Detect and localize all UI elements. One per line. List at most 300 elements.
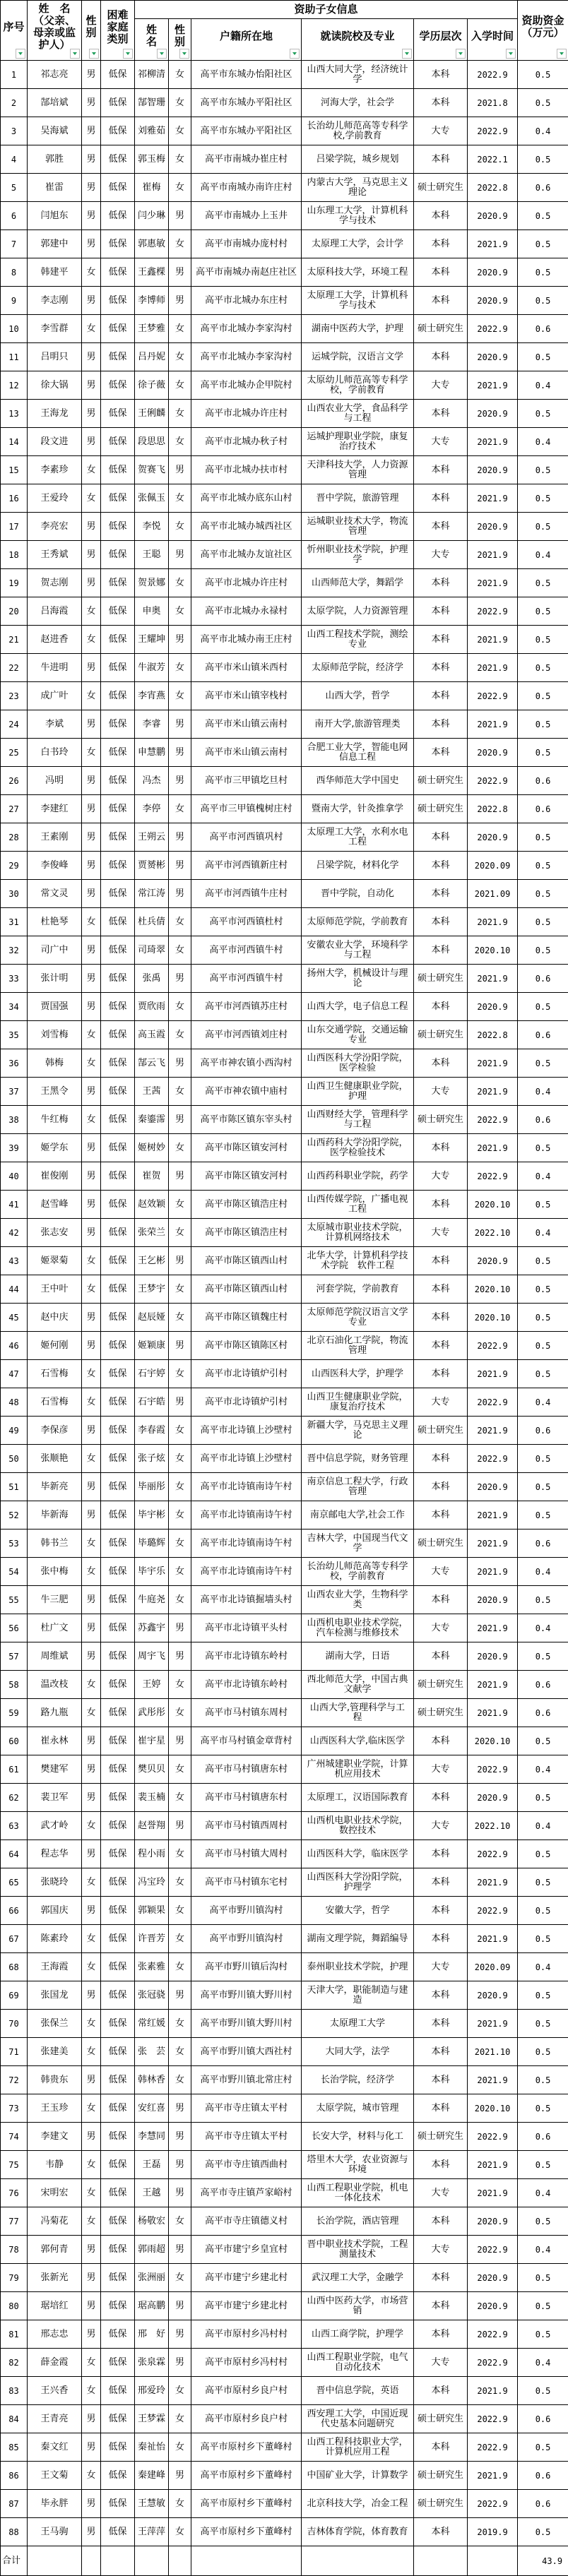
filter-dropdown-icon[interactable] [402, 49, 412, 59]
cell-enroll-date: 2020.09 [468, 1953, 518, 1981]
cell-family-type: 低保 [101, 936, 135, 965]
cell-parent-sex: 女 [82, 1699, 101, 1727]
cell-parent-name: 石雪梅 [28, 1360, 82, 1388]
cell-address: 高平市陈区镇西山村 [191, 1247, 302, 1275]
cell-child-sex: 女 [169, 1671, 191, 1699]
cell-parent-name: 赵进香 [28, 626, 82, 654]
table-row [1, 1642, 568, 1671]
cell-family-type: 低保 [101, 513, 135, 541]
cell-family-type: 低保 [101, 1755, 135, 1784]
cell-level: 本科 [414, 2292, 468, 2320]
cell-parent-name: 牛三肥 [28, 1586, 82, 1614]
cell-parent-name: 王海霞 [28, 1953, 82, 1981]
cell-level: 硕士研究生 [414, 1106, 468, 1134]
filter-dropdown-icon[interactable] [506, 49, 516, 59]
cell-child-sex: 女 [169, 2377, 191, 2405]
cell-parent-sex: 男 [82, 1981, 101, 2010]
cell-family-type: 低保 [101, 2066, 135, 2094]
cell-amount: 0.5 [518, 1304, 568, 1332]
cell-amount: 0.4 [518, 1558, 568, 1586]
cell-parent-name: 石雪梅 [28, 1388, 82, 1417]
cell-parent-sex: 女 [82, 1925, 101, 1953]
cell-school: 晋中学院，自动化 [302, 880, 414, 908]
cell-address: 高平市北诗镇南诗午村 [191, 1530, 302, 1558]
cell-family-type: 低保 [101, 1840, 135, 1868]
filter-dropdown-icon[interactable] [179, 49, 189, 59]
cell-amount: 0.4 [518, 1812, 568, 1840]
cell-family-type: 低保 [101, 2123, 135, 2151]
cell-no: 48 [1, 1388, 28, 1417]
cell-child-sex: 女 [169, 1784, 191, 1812]
cell-address: 高平市北城办东庄村 [191, 287, 302, 315]
filter-dropdown-icon[interactable] [16, 49, 25, 59]
cell-address: 高平市北诗镇南诗午村 [191, 1558, 302, 1586]
cell-child-name: 王婷 [135, 1671, 169, 1699]
cell-amount: 0.4 [518, 1614, 568, 1642]
cell-enroll-date: 2021.09 [468, 880, 518, 908]
cell-parent-name: 王青亮 [28, 2405, 82, 2433]
cell-school: 山西工商学院，护理学 [302, 2320, 414, 2349]
cell-child-name: 王俐麟 [135, 400, 169, 428]
header-label: 性别 [85, 14, 97, 39]
cell-parent-name: 周维斌 [28, 1642, 82, 1671]
cell-level: 硕士研究生 [414, 2123, 468, 2151]
cell-parent-name: 陈素玲 [28, 1925, 82, 1953]
table-row [1, 1473, 568, 1501]
cell-parent-name: 韩梅 [28, 1049, 82, 1078]
cell-enroll-date: 2021.9 [468, 371, 518, 400]
filter-dropdown-icon[interactable] [89, 49, 99, 59]
cell-school: 太原师范学院，经济学 [302, 654, 414, 682]
header-label: 姓 名（父亲、母亲或监护人） [32, 2, 76, 51]
cell-school: 吕梁学院，城乡规划 [302, 145, 414, 174]
cell-school: 晋中信息学院，英语 [302, 2377, 414, 2405]
cell-enroll-date: 2021.9 [468, 484, 518, 513]
cell-no: 50 [1, 1445, 28, 1473]
cell-level: 本科 [414, 2066, 468, 2094]
cell-child-name: 王磊 [135, 2151, 169, 2179]
cell-parent-sex: 男 [82, 1473, 101, 1501]
cell-enroll-date: 2021.9 [468, 569, 518, 597]
cell-amount: 0.5 [518, 2518, 568, 2546]
cell-child-name: 申慧鹏 [135, 739, 169, 767]
cell-enroll-date: 2020.9 [468, 287, 518, 315]
cell-level: 硕士研究生 [414, 767, 468, 795]
cell-family-type: 低保 [101, 2264, 135, 2292]
cell-family-type: 低保 [101, 258, 135, 287]
cell-no: 33 [1, 965, 28, 993]
cell-family-type: 低保 [101, 1360, 135, 1388]
cell-enroll-date: 2020.9 [468, 1981, 518, 2010]
cell-school: 山西卫生健康职业学院，护理 [302, 1078, 414, 1106]
cell-school: 山西医科大学,临床医学 [302, 1727, 414, 1755]
cell-address: 高平市河西镇牛村 [191, 936, 302, 965]
cell-family-type: 低保 [101, 2094, 135, 2123]
cell-child-name: 韩林香 [135, 2066, 169, 2094]
cell-parent-name: 裴卫军 [28, 1784, 82, 1812]
cell-amount: 0.5 [518, 2264, 568, 2292]
cell-parent-sex: 女 [82, 1247, 101, 1275]
cell-parent-sex: 男 [82, 2236, 101, 2264]
cell-child-sex: 女 [169, 1078, 191, 1106]
cell-family-type: 低保 [101, 626, 135, 654]
cell-level: 本科 [414, 484, 468, 513]
cell-amount: 0.5 [518, 456, 568, 484]
cell-child-name: 郭玉梅 [135, 145, 169, 174]
cell-child-sex: 女 [169, 1558, 191, 1586]
cell-address: 高平市寺庄镇德义村 [191, 2207, 302, 2236]
table-row [1, 1755, 568, 1784]
cell-amount: 0.4 [518, 1388, 568, 1417]
cell-child-sex: 男 [169, 541, 191, 569]
cell-amount: 0.5 [518, 61, 568, 89]
cell-amount: 0.5 [518, 654, 568, 682]
cell-school: 忻州职业技术学院，护理学 [302, 541, 414, 569]
cell-amount: 0.5 [518, 597, 568, 626]
cell-address: 高平市原村乡冯村村 [191, 2349, 302, 2377]
cell-child-sex: 女 [169, 1897, 191, 1925]
filter-dropdown-icon[interactable] [123, 49, 133, 59]
cell-level: 本科 [414, 2038, 468, 2066]
cell-enroll-date: 2020.10 [468, 1191, 518, 1219]
cell-child-name: 张冠骁 [135, 1981, 169, 2010]
cell-level: 大专 [414, 1755, 468, 1784]
table-row [1, 654, 568, 682]
cell-address: 高平市北城办许庄村 [191, 400, 302, 428]
cell-no: 30 [1, 880, 28, 908]
cell-level: 本科 [414, 1784, 468, 1812]
cell-enroll-date: 2020.9 [468, 1784, 518, 1812]
cell-parent-name: 徐大锅 [28, 371, 82, 400]
cell-no: 23 [1, 682, 28, 710]
table-row [1, 1191, 568, 1219]
cell-parent-name: 王中叶 [28, 1275, 82, 1304]
table-row [1, 2094, 568, 2123]
cell-address: 高平市马村镇西周村 [191, 1812, 302, 1840]
cell-child-name: 郭雨超 [135, 2236, 169, 2264]
cell-family-type: 低保 [101, 2179, 135, 2207]
cell-amount: 0.5 [518, 569, 568, 597]
table-row [1, 2490, 568, 2518]
cell-school: 新疆大学，马克思主义理论 [302, 1417, 414, 1445]
cell-no: 14 [1, 428, 28, 456]
cell-child-name: 李停 [135, 795, 169, 823]
cell-no: 10 [1, 315, 28, 343]
cell-school: 西北师范大学，中国古典文献学 [302, 1671, 414, 1699]
cell-child-name: 邢 好 [135, 2320, 169, 2349]
cell-level: 大专 [414, 1614, 468, 1642]
cell-parent-sex: 男 [82, 541, 101, 569]
cell-family-type: 低保 [101, 1191, 135, 1219]
cell-amount: 0.6 [518, 1417, 568, 1445]
header-school [302, 19, 414, 61]
cell-child-sex: 男 [169, 1162, 191, 1191]
cell-enroll-date: 2020.9 [468, 343, 518, 371]
cell-no: 35 [1, 1021, 28, 1049]
table-row [1, 1388, 568, 1417]
cell-parent-sex: 女 [82, 2377, 101, 2405]
cell-parent-name: 王秀斌 [28, 541, 82, 569]
cell-school: 长治幼儿师范高等专科学校,学前教育 [302, 117, 414, 145]
cell-enroll-date: 2021.9 [468, 1530, 518, 1558]
table-row [1, 597, 568, 626]
cell-level: 本科 [414, 343, 468, 371]
cell-enroll-date: 2022.9 [468, 1162, 518, 1191]
cell-child-name: 贺赛飞 [135, 456, 169, 484]
cell-level: 本科 [414, 1275, 468, 1304]
cell-enroll-date: 2021.9 [468, 965, 518, 993]
cell-amount: 0.5 [518, 400, 568, 428]
cell-address: 高平市陈区镇安河村 [191, 1134, 302, 1162]
cell-amount: 0.4 [518, 2349, 568, 2377]
cell-parent-name: 成广叶 [28, 682, 82, 710]
cell-child-sex: 女 [169, 1445, 191, 1473]
cell-parent-sex: 女 [82, 1868, 101, 1897]
cell-enroll-date: 2022.9 [468, 2320, 518, 2349]
cell-child-name: 许晋芳 [135, 1925, 169, 1953]
cell-parent-sex: 男 [82, 230, 101, 258]
cell-child-sex: 男 [169, 880, 191, 908]
filter-dropdown-icon[interactable] [70, 49, 80, 59]
cell-no: 40 [1, 1162, 28, 1191]
cell-enroll-date: 2021.9 [468, 1134, 518, 1162]
cell-school: 山西大学,管理科学与工程 [302, 1699, 414, 1727]
cell-address: 高平市原村乡下董峰村 [191, 2433, 302, 2462]
table-row [1, 1699, 568, 1727]
cell-no: 73 [1, 2094, 28, 2123]
header-label: 户籍所在地 [219, 29, 273, 42]
cell-family-type: 低保 [101, 484, 135, 513]
cell-child-name: 申奥 [135, 597, 169, 626]
cell-school: 山西大学，电子信息工程 [302, 993, 414, 1021]
cell-address: 高平市米山镇云南村 [191, 710, 302, 739]
cell-parent-name: 程志华 [28, 1840, 82, 1868]
cell-child-name: 王茜 [135, 1078, 169, 1106]
cell-child-sex: 女 [169, 1925, 191, 1953]
cell-level: 本科 [414, 993, 468, 1021]
cell-child-sex: 男 [169, 739, 191, 767]
table-row [1, 315, 568, 343]
cell-enroll-date: 2022.9 [468, 1840, 518, 1868]
cell-amount: 0.4 [518, 1755, 568, 1784]
header-label: 性别 [174, 23, 185, 48]
cell-amount: 0.5 [518, 739, 568, 767]
cell-child-sex: 女 [169, 1417, 191, 1445]
cell-school: 安徽大学，哲学 [302, 1897, 414, 1925]
cell-parent-sex: 女 [82, 1671, 101, 1699]
cell-enroll-date: 2021.9 [468, 1925, 518, 1953]
cell-level: 大专 [414, 1558, 468, 1586]
table-row [1, 1530, 568, 1558]
cell-address: 高平市神农镇中庙村 [191, 1078, 302, 1106]
cell-parent-name: 韦静 [28, 2151, 82, 2179]
cell-amount: 0.6 [518, 767, 568, 795]
cell-parent-name: 郭国庆 [28, 1897, 82, 1925]
filter-dropdown-icon[interactable] [456, 49, 466, 59]
cell-child-name: 司琦翠 [135, 936, 169, 965]
cell-level: 本科 [414, 1332, 468, 1360]
cell-school: 山西药科大学汾阳学院，医学检验技术 [302, 1134, 414, 1162]
header-parent-sex [82, 1, 101, 61]
cell-child-sex: 男 [169, 2349, 191, 2377]
empty-cell [191, 2546, 302, 2576]
cell-address: 高平市寺庄镇西曲村 [191, 2151, 302, 2179]
cell-enroll-date: 2021.9 [468, 1501, 518, 1530]
cell-amount: 0.5 [518, 823, 568, 852]
cell-enroll-date: 2021.9 [468, 1558, 518, 1586]
cell-school: 北京科技大学，冶金工程 [302, 2490, 414, 2518]
cell-level: 大专 [414, 1078, 468, 1106]
cell-school: 中国矿业大学，计算数学 [302, 2462, 414, 2490]
cell-enroll-date: 2019.9 [468, 2518, 518, 2546]
cell-child-sex: 女 [169, 1586, 191, 1614]
cell-family-type: 低保 [101, 1953, 135, 1981]
table-row [1, 2123, 568, 2151]
cell-enroll-date: 2022.9 [468, 1755, 518, 1784]
cell-parent-sex: 男 [82, 61, 101, 89]
cell-amount: 0.5 [518, 202, 568, 230]
cell-level: 大专 [414, 2349, 468, 2377]
cell-level: 本科 [414, 2320, 468, 2349]
cell-enroll-date: 2021.8 [468, 89, 518, 117]
cell-parent-sex: 男 [82, 371, 101, 400]
cell-parent-name: 李斌 [28, 710, 82, 739]
cell-level: 本科 [414, 2207, 468, 2236]
cell-level: 本科 [414, 513, 468, 541]
cell-level: 大专 [414, 117, 468, 145]
cell-parent-name: 李建红 [28, 795, 82, 823]
table-row [1, 1614, 568, 1642]
cell-parent-name: 闫旭东 [28, 202, 82, 230]
cell-address: 高平市马村镇东宅村 [191, 1868, 302, 1897]
cell-child-name: 李睿 [135, 710, 169, 739]
cell-no: 55 [1, 1586, 28, 1614]
cell-family-type: 低保 [101, 343, 135, 371]
cell-enroll-date: 2020.9 [468, 1586, 518, 1614]
cell-family-type: 低保 [101, 908, 135, 936]
cell-child-name: 程小雨 [135, 1840, 169, 1868]
cell-level: 本科 [414, 456, 468, 484]
cell-address: 高平市野川镇沟村 [191, 1925, 302, 1953]
cell-parent-name: 牛红梅 [28, 1106, 82, 1134]
cell-amount: 0.6 [518, 2123, 568, 2151]
cell-enroll-date: 2021.9 [468, 1078, 518, 1106]
cell-amount: 0.5 [518, 1868, 568, 1897]
filter-dropdown-icon[interactable] [157, 49, 167, 59]
cell-no: 17 [1, 513, 28, 541]
cell-child-name: 毕宇乐 [135, 1558, 169, 1586]
cell-amount: 0.4 [518, 1162, 568, 1191]
cell-address: 高平市北诗镇平头村 [191, 1614, 302, 1642]
cell-parent-sex: 男 [82, 1332, 101, 1360]
cell-child-name: 常江涛 [135, 880, 169, 908]
cell-amount: 0.5 [518, 682, 568, 710]
cell-child-name: 赵辰娅 [135, 1304, 169, 1332]
cell-parent-name: 姬翠菊 [28, 1247, 82, 1275]
cell-amount: 0.5 [518, 1445, 568, 1473]
table-row [1, 795, 568, 823]
cell-enroll-date: 2022.10 [468, 1812, 518, 1840]
cell-family-type: 低保 [101, 2010, 135, 2038]
cell-parent-name: 白书玲 [28, 739, 82, 767]
table-row [1, 626, 568, 654]
cell-family-type: 低保 [101, 654, 135, 682]
cell-amount: 0.5 [518, 89, 568, 117]
cell-school: 合肥工业大学，智能电网信息工程 [302, 739, 414, 767]
cell-amount: 0.5 [518, 1049, 568, 1078]
cell-amount: 0.4 [518, 1953, 568, 1981]
cell-parent-sex: 女 [82, 2094, 101, 2123]
cell-parent-sex: 男 [82, 145, 101, 174]
table-row [1, 2038, 568, 2066]
cell-child-name: 王乞彬 [135, 1247, 169, 1275]
cell-amount: 0.5 [518, 2377, 568, 2405]
cell-address: 高平市寺庄镇芦家峪村 [191, 2179, 302, 2207]
cell-level: 本科 [414, 682, 468, 710]
cell-parent-name: 王海龙 [28, 400, 82, 428]
cell-parent-sex: 女 [82, 2179, 101, 2207]
cell-child-sex: 男 [169, 1332, 191, 1360]
cell-amount: 0.5 [518, 1727, 568, 1755]
cell-family-type: 低保 [101, 230, 135, 258]
cell-address: 高平市北诗镇南诗午村 [191, 1473, 302, 1501]
header-label: 困难家庭类别 [107, 8, 129, 45]
cell-family-type: 低保 [101, 597, 135, 626]
cell-no: 83 [1, 2377, 28, 2405]
cell-child-sex: 女 [169, 2405, 191, 2433]
cell-child-name: 刘雅茹 [135, 117, 169, 145]
header-label: 就读院校及专业 [320, 29, 395, 42]
cell-school: 运城职业技术大学，物流管理 [302, 513, 414, 541]
cell-enroll-date: 2022.8 [468, 174, 518, 202]
cell-no: 69 [1, 1981, 28, 2010]
cell-address: 高平市南城办崔庄村 [191, 145, 302, 174]
cell-child-sex: 女 [169, 2207, 191, 2236]
filter-dropdown-icon[interactable] [290, 49, 300, 59]
filter-dropdown-icon[interactable] [557, 49, 567, 59]
cell-level: 本科 [414, 2094, 468, 2123]
cell-no: 85 [1, 2433, 28, 2462]
cell-child-name: 郜云飞 [135, 1049, 169, 1078]
header-family-type [101, 1, 135, 61]
cell-family-type: 低保 [101, 1614, 135, 1642]
cell-school: 长治幼儿师范高等专科学校，学前教育 [302, 1558, 414, 1586]
cell-parent-name: 王兴香 [28, 2377, 82, 2405]
cell-no: 42 [1, 1219, 28, 1247]
cell-school: 太原理工大学，计算机科学与技术 [302, 287, 414, 315]
cell-school: 山东交通学院，交通运输专业 [302, 1021, 414, 1049]
cell-level: 本科 [414, 89, 468, 117]
cell-family-type: 低保 [101, 1388, 135, 1417]
cell-amount: 0.5 [518, 258, 568, 287]
cell-no: 2 [1, 89, 28, 117]
cell-school: 太原师范学院汉语言文学专业 [302, 1304, 414, 1332]
cell-child-sex: 女 [169, 61, 191, 89]
cell-level: 硕士研究生 [414, 315, 468, 343]
cell-parent-name: 毕永胖 [28, 2490, 82, 2518]
cell-amount: 0.5 [518, 993, 568, 1021]
cell-school: 河套学院，学前教育 [302, 1275, 414, 1304]
cell-parent-name: 毕新海 [28, 1501, 82, 1530]
cell-no: 81 [1, 2320, 28, 2349]
cell-address: 高平市北城办李家沟村 [191, 315, 302, 343]
cell-child-sex: 女 [169, 145, 191, 174]
table-row [1, 1558, 568, 1586]
cell-parent-name: 李建文 [28, 2123, 82, 2151]
cell-no: 53 [1, 1530, 28, 1558]
cell-address: 高平市北城办企甲院村 [191, 371, 302, 400]
cell-child-sex: 女 [169, 1473, 191, 1501]
